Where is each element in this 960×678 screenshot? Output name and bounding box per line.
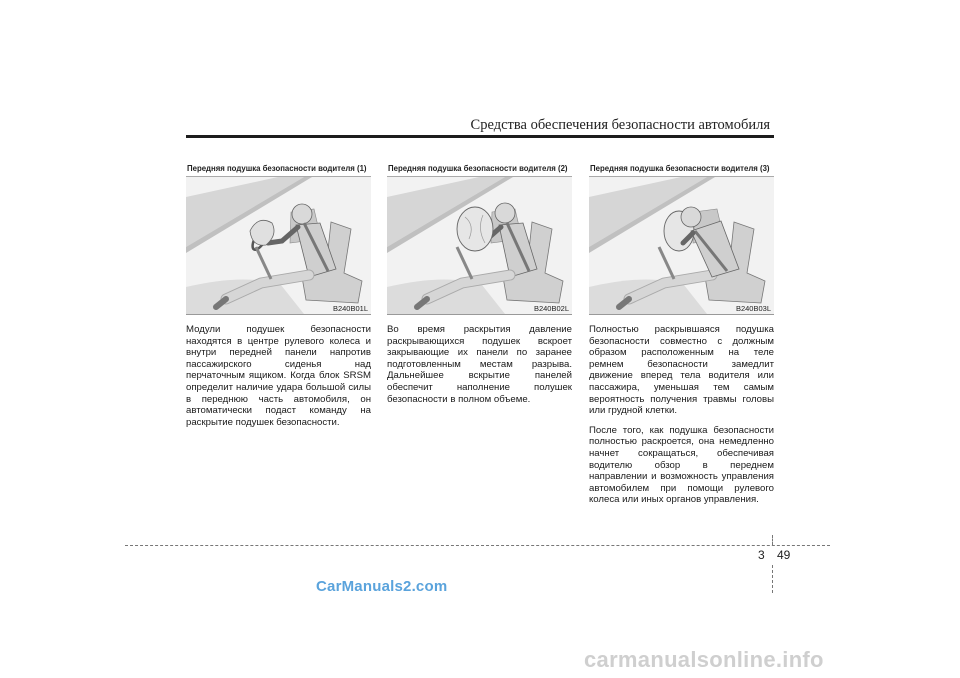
chapter-number: 3	[758, 548, 765, 562]
airbag-figure-1	[186, 177, 371, 314]
column-text	[589, 324, 774, 506]
airbag-illustration-3	[589, 176, 774, 315]
airbag-illustration-1	[186, 176, 371, 315]
page-header-title: Средства обеспечения безопасности автомобиля	[470, 117, 770, 133]
paragraph: После того, как подушка безопасности полностью раскроется, она немедленно начнет сокращаться, обеспечивая водителю обзор в переднем направлении и возможность управления автомобилем при помощи рулевого колеса или иных органов управления.	[589, 424, 774, 506]
airbag-figure-3	[589, 177, 774, 314]
column-1	[186, 164, 371, 436]
airbag-illustration-2	[387, 176, 572, 315]
column-2	[387, 164, 572, 413]
watermark-carmanualsonline: carmanualsonline.info	[584, 647, 824, 672]
header-rule	[186, 135, 774, 138]
column-3	[589, 164, 774, 514]
watermark-carmanuals2: CarManuals2.com	[316, 578, 448, 595]
figure-code: B240B02L	[533, 304, 569, 313]
figure-code: B240B03L	[735, 304, 771, 313]
footer-rule	[125, 545, 830, 546]
paragraph: Полностью раскрывшаяся подушка безопасности совместно с должным образом расположенным на теле ремнем безопасности замедлит движение вперед тела водителя или пассажира, уменьшая тем самым вероятность получения травмы головы или грудной клетки.	[589, 324, 774, 417]
footer-divider-bottom	[772, 565, 773, 593]
page-number: 49	[777, 548, 791, 562]
figure-caption: Передняя подушка безопасности водителя (1)	[187, 164, 367, 173]
paragraph: Модули подушек безопасности находятся в центре рулевого колеса и внутри передней панели напротив пассажирского сиденья над перчаточным ящиком. Когда блок SRSM определит наличие удара большой силы в переднюю часть автомобиля, он автоматически подаст команду на раскрытие подушек безопасности.	[186, 324, 371, 428]
figure-caption: Передняя подушка безопасности водителя (2)	[388, 164, 568, 173]
figure-code: B240B01L	[332, 304, 368, 313]
paragraph: Во время раскрытия давление раскрывающихся подушек вскроет закрывающие их панели по заранее подготовленным местам разрыва. Дальнейшее вскрытие панелей обеспечит наполнение полушек безопасности в полном объеме.	[387, 324, 572, 405]
footer-divider-top	[772, 535, 773, 545]
column-text	[186, 324, 371, 428]
figure-caption: Передняя подушка безопасности водителя (3)	[590, 164, 770, 173]
airbag-figure-2	[387, 177, 572, 314]
column-text	[387, 324, 572, 405]
